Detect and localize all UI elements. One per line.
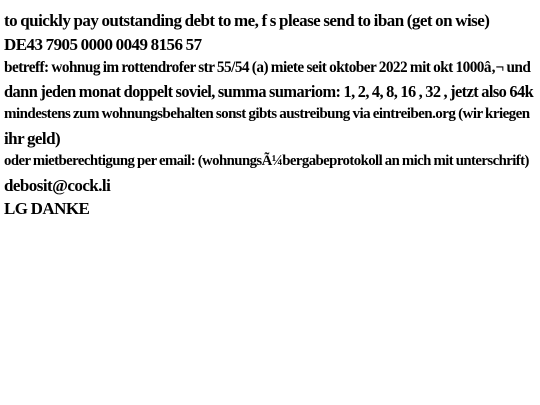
message-line-email-address: debosit@cock.li bbox=[4, 175, 111, 195]
message-line-email-note: oder mietberechtigung per email: (wohnungsÃ¼bergabeprotokoll an mich mit unterschrift) bbox=[4, 153, 529, 169]
message-body bbox=[4, 9, 536, 221]
message-line-betreff: betreff: wohnug im rottendrofer str 55/54 (a) miete seit oktober 2022 mit okt 1000â‚¬ und bbox=[4, 59, 531, 76]
message-line-signoff: LG DANKE bbox=[4, 199, 90, 218]
message-line-iban: DE43 7905 0000 0049 8156 57 bbox=[4, 34, 202, 54]
message-line-intro: to quickly pay outstanding debt to me, f s please send to iban (get on wise) bbox=[4, 11, 490, 30]
message-line-summa: dann jeden monat doppelt soviel, summa sumariom: 1, 2, 4, 8, 16 , 32 , jetzt also 64k bbox=[4, 81, 534, 101]
message-line-mindestens: mindestens zum wohnungsbehalten sonst gibts austreibung via eintreiben.org (wir kriegen bbox=[4, 106, 530, 122]
message-line-geld: ihr geld) bbox=[4, 128, 61, 148]
